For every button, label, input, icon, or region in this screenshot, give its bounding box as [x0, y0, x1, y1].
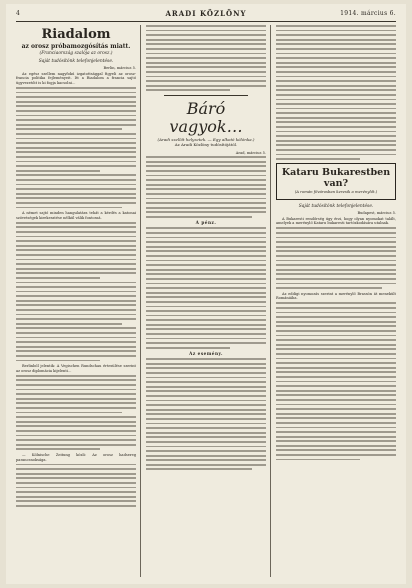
page-number: 4	[16, 10, 21, 17]
section-separator	[164, 95, 248, 96]
column-divider	[140, 25, 141, 577]
article-title: Riadalom	[41, 27, 111, 42]
feature-subtitle: (Aradi szellőt helyzetek. — Egy alkotó kölönka.)	[157, 137, 255, 143]
boxed-headline	[276, 163, 396, 200]
article-paragraph: A német sajtó minden hangulatára tehát a kérdés a katonai szövetségek kirekesztése nélkül válik fontossá.	[16, 211, 136, 220]
body-text-block	[16, 375, 136, 450]
body-text-block	[16, 464, 136, 507]
feature-heading	[150, 100, 262, 148]
article-kicker: (Franciaország szalója az orosz.)	[39, 51, 113, 56]
section-heading: Az esemény.	[189, 350, 223, 356]
newspaper-page	[6, 4, 406, 584]
body-text-block	[276, 302, 396, 460]
column-1	[16, 25, 136, 577]
header-rule	[16, 21, 396, 22]
article-lead: A Bukaresti rendőrség úgy érzi, hogy olyan nyomokat talált, amelyek a merénylő Kataru bukaresti tartózkodására utalnak.	[276, 216, 396, 226]
column-divider	[270, 25, 271, 577]
article-lead: Az egész szellem nagyfokú izgatottsággal figyeli az orosz-francia politika fejleményeit. Itt a Riadalom a francia sajtó ügyvezetőit is ki fogja kacsolni…	[16, 71, 136, 85]
body-text-block	[16, 87, 136, 208]
article-paragraph: — Kölnische Zeitung közli: Az orosz hadsereg parancsnoksága.	[16, 452, 136, 462]
masthead: ARADI KÖZLÖNY	[165, 9, 247, 18]
article-dateline: Berlin, március 5.	[103, 66, 136, 71]
article-byline: Saját tudósítónk telefonjelentése.	[38, 58, 114, 64]
article-byline: Saját tudósítónk telefonjelentése.	[298, 203, 374, 209]
feature-dateline: Arad, március 5.	[235, 150, 266, 155]
body-text-block	[146, 227, 266, 348]
body-text-block	[146, 156, 266, 218]
body-text-block	[16, 222, 136, 362]
feature-title: Báró vagyok…	[169, 99, 243, 137]
article-paragraph: Berlinből jelentik: A Vegischen Rundschau értesülése szerint az orosz diplomácia kijelenti…	[16, 364, 136, 373]
article-dateline: Budapest, március 5.	[357, 211, 396, 216]
body-text-block	[146, 25, 266, 91]
boxed-headline-title: Kataru Bukarestben van?	[281, 167, 391, 190]
section-heading: A pénz.	[195, 219, 217, 225]
column-3	[276, 25, 396, 577]
article-subtitle: az orosz próbamozgósítás miatt.	[21, 43, 131, 50]
body-text-block	[276, 25, 396, 160]
page-header	[16, 8, 396, 20]
column-2	[146, 25, 266, 577]
article-paragraph: Az eddigi nyomozás szerint a merénylő Brassón át menekült Romániába.	[276, 291, 396, 301]
body-text-block	[276, 227, 396, 289]
feature-byline: Az Aradi Közlöny tudósítójától.	[174, 142, 238, 148]
issue-date: 1914. március 6.	[340, 10, 396, 17]
body-text-block	[146, 358, 266, 470]
boxed-headline-subtitle: (A román fővárosban keresik a merénylőt.)	[294, 189, 378, 195]
